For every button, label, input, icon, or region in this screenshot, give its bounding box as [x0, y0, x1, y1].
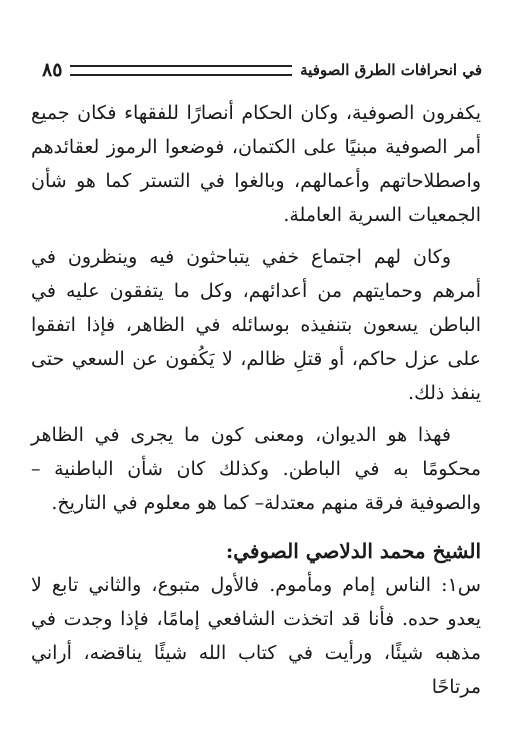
page-body [31, 96, 481, 704]
paragraph-1: يكفرون الصوفية، وكان الحكام أنصارًا للفقهاء فكان جميع أمر الصوفية مبنيًا على الكتمان، فوضعوا الرموز لعقائدهم واصطلاحاتهم وأعمالهم، وبالغوا في التستر كما هو شأن الجمعيات السرية العاملة. [31, 102, 481, 226]
paragraph-3: فهذا هو الديوان، ومعنى كون ما يجرى في الظاهر محكومًا به في الباطن. وكذلك كان شأن الباطنية –والصوفية فرقة منهم معتدلة– كما هو معلوم في التاريخ. [31, 424, 481, 514]
section-paragraph: س١: الناس إمام ومأموم. فالأول متبوع، والثاني تابع لا يعدو حده. فأنا قد اتخذت الشافعي إمامًا، فإذا وجدت في مذهبه شيئًا، ورأيت في كتاب الله شيئًا يناقضه، أراني مرتاحًا [31, 574, 481, 698]
section-heading: الشيخ محمد الدلاصي الصوفي: [225, 539, 481, 563]
running-title: في انحرافات الطرق الصوفية [300, 60, 482, 79]
page-header [42, 50, 482, 90]
page-number: ٨٥ [42, 58, 63, 81]
paragraph-2: وكان لهم اجتماع خفي يتباحثون فيه وينظرون في أمرهم وحمايتهم من أعدائهم، وكل ما يتفقون عليه في الباطن يسعون بتنفيذه بوسائله في الظاهر، فإذا اتفقوا على عزل حاكم، أو قتلِ ظالم، لا يَكُفون عن السعي حتى ينفذ ذلك. [31, 246, 481, 404]
header-rule [70, 65, 292, 76]
